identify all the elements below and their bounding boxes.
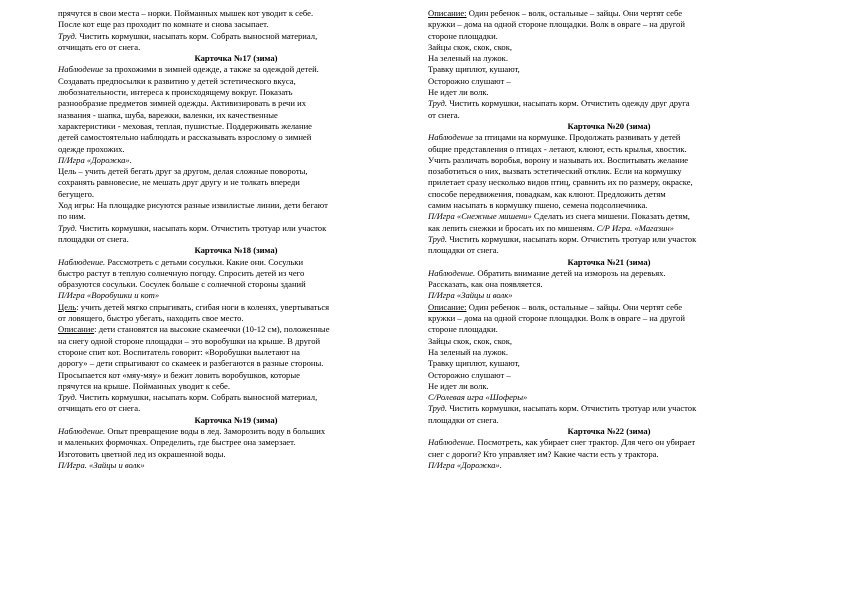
- text-line: Рассказать, как она появляется.: [428, 279, 543, 290]
- trud-label: Труд.: [58, 30, 78, 41]
- text-line: быстро растут в теплую солнечную погоду. Спросить детей из чего: [58, 267, 305, 278]
- observation-label: Наблюдение.: [428, 437, 476, 448]
- poem-line: Осторожно слушают –: [428, 75, 511, 86]
- text: как лепить снежки и бросать их по мишеням.: [428, 222, 595, 233]
- game-title: П/Игра «Воробушки и кот»: [58, 290, 160, 301]
- text: Сделать из снега мишени. Показать детям,: [531, 211, 690, 222]
- text: Чистить кормушки, насыпать корм. Отчистить тротуар или участок: [447, 233, 697, 244]
- text-line: [58, 392, 414, 403]
- text-line: на снегу одной стороне площадки – это воробушки на крыше. В другой: [58, 335, 321, 346]
- text-line: стороне площадки.: [428, 324, 498, 335]
- description-label: Описание:: [428, 8, 467, 18]
- text: Чистить кормушки, насыпать корм. Отчистить тротуар или участок: [447, 403, 697, 414]
- text-line: [58, 31, 414, 42]
- text-line: способе передвижения, повадкам, как клюют. Предложить детям: [428, 188, 666, 199]
- text-line: разнообразие предметов зимней одежды. Активизировать в речи их: [58, 98, 307, 109]
- card-title: Карточка №19 (зима): [194, 414, 278, 425]
- text-line: снег с дороги? Кто управляет им? Какие части есть у трактора.: [428, 448, 659, 459]
- text: Чистить кормушки, насыпать корм. Отчистить одежду друг друга: [447, 98, 690, 109]
- text-line: Просыпается кот «мяу-мяу» и бежит ловить воробушков, которые: [58, 369, 300, 380]
- text: Один ребенок – волк, остальные – зайцы. Они чертят себе: [466, 301, 683, 312]
- text-line: детей самостоятельно наблюдать и рассказывать взрослому о зимней: [58, 132, 312, 143]
- text: Обратить внимание детей на изморозь на деревьях.: [475, 267, 666, 278]
- goal-label: Цель: [58, 301, 77, 312]
- left-column: [58, 8, 414, 471]
- text-line: [58, 223, 414, 234]
- text-line: от ловящего, быстро убегать, находить свое место.: [58, 313, 244, 324]
- text-line: Изготовить цветной лед из окрашенной воды.: [58, 448, 226, 459]
- text-line: [428, 268, 790, 279]
- text-line: прячутся на крыше. Пойманных уводит к себе.: [58, 380, 230, 391]
- text-line: стороне площадки.: [428, 30, 498, 41]
- poem-line: Осторожно слушают –: [428, 369, 511, 380]
- text: за птицами на кормушке. Продолжать развивать у детей: [473, 132, 681, 143]
- text-line: [58, 64, 414, 75]
- text: Чистить кормушки, насыпать корм. Отчистить тротуар или участок: [77, 222, 327, 233]
- card-title: Карточка №22 (зима): [567, 425, 651, 436]
- text-line: названия - шапка, шуба, варежки, валенки, их качественные: [58, 109, 278, 120]
- text: Посмотреть, как убирает снег трактор. Для чего он убирает: [475, 437, 696, 448]
- text: за прохожими в зимней одежде, а также за одеждой детей.: [103, 64, 319, 75]
- text: Один ребенок – волк, остальные – зайцы. Они чертят себе: [466, 8, 683, 18]
- text-line: площадки от снега.: [428, 414, 499, 425]
- text-line: [58, 324, 414, 335]
- game-title: П/Игра. «Зайцы и волк»: [58, 459, 145, 470]
- poem-line: Травку щиплют, кушают,: [428, 64, 520, 75]
- text-line: отчищать его от снега.: [58, 403, 141, 414]
- text-line: Создавать предпосылки к развитию у детей эстетического вкуса,: [58, 75, 296, 86]
- poem-line: Зайцы скок, скок, скок,: [428, 335, 513, 346]
- trud-label: Труд.: [428, 403, 448, 414]
- text-line: по ним.: [58, 211, 86, 222]
- text-line: прилетает сразу несколько видов птиц, сравнить их по размеру, окраске,: [428, 177, 693, 188]
- role-game-title: С/Р Игра. «Магазин»: [596, 222, 674, 233]
- role-game-title: С/Ролевая игра «Шоферы»: [428, 392, 528, 403]
- card-title: Карточка №18 (зима): [194, 245, 278, 256]
- text: Чистить кормушки, насыпать корм. Собрать выносной материал,: [77, 392, 318, 403]
- game-title: П/Игра «Дорожка».: [428, 459, 502, 470]
- text-line: дорогу» – дети спрыгивают со скамеек и разбегаются в разные стороны.: [58, 358, 324, 369]
- text: Чистить кормушки, насыпать корм. Собрать выносной материал,: [77, 30, 318, 41]
- text-line: сохранять равновесие, не мешать друг другу и не толкать впереди: [58, 177, 300, 188]
- text-line: и маленьких формочках. Определить, где быстрее она замерзает.: [58, 437, 296, 448]
- game-title: П/Игра «Зайцы и волк»: [428, 290, 513, 301]
- text-line: любознательности, интереса к происходящему вокруг. Показать: [58, 87, 293, 98]
- observation-label: Наблюдение.: [428, 267, 476, 278]
- text: Рассмотреть с детьми сосульки. Какие они. Сосульки: [105, 256, 304, 267]
- text-line: образуются сосульки. Сосулек больше с солнечной стороны зданий: [58, 279, 306, 290]
- text-line: самим насыпать в кормушку пшено, семена подсолнечника.: [428, 200, 648, 211]
- text-line: кружки – дома на одной стороне площадки. Волк в овраге – на другой: [428, 19, 685, 30]
- text: : учить детей мягко спрыгивать, сгибая ноги в коленях, увертываться: [76, 301, 330, 312]
- poem-line: Не идет ли волк.: [428, 380, 489, 391]
- right-column: [428, 8, 790, 471]
- text-line: [428, 223, 790, 234]
- trud-label: Труд.: [428, 233, 448, 244]
- observation-label: Наблюдение.: [58, 256, 106, 267]
- text-line: Учить различать воробья, ворону и называть их. Воспитывать желание: [428, 154, 689, 165]
- card-title: Карточка №20 (зима): [567, 120, 651, 131]
- text-line: [428, 132, 790, 143]
- card-title: Карточка №21 (зима): [567, 256, 651, 267]
- text-line: прячутся в свои места – норки. Пойманных мышек кот уводит к себе.: [58, 8, 314, 18]
- poem-line: На зеленый на лужок.: [428, 346, 508, 357]
- text-line: [428, 234, 790, 245]
- text-line: Цель – учить детей бегать друг за другом, делая сложные повороты,: [58, 166, 308, 177]
- text-line: Ход игры: На площадке рисуются разные извилистые линии, дети бегают: [58, 200, 328, 211]
- text-line: После кот еще раз проходит по комнате и снова засыпает.: [58, 19, 269, 30]
- text-line: [58, 302, 414, 313]
- text-line: позаботиться о них, вызвать эстетический отклик. Если на кормушку: [428, 166, 682, 177]
- observation-label: Наблюдение.: [58, 425, 106, 436]
- text-line: [428, 211, 790, 222]
- game-title: П/Игра «Снежные мишени»: [428, 211, 532, 222]
- text-line: [428, 437, 790, 448]
- text-line: [428, 98, 790, 109]
- text-line: [58, 257, 414, 268]
- card-title: Карточка №17 (зима): [194, 53, 278, 64]
- text-line: характеристики - меховая, теплая, пушистые. Поддерживать желание: [58, 120, 313, 131]
- text-line: [428, 302, 790, 313]
- text-line: отчищать его от снега.: [58, 41, 141, 52]
- text-line: площадки от снега.: [428, 245, 499, 256]
- text-line: [428, 403, 790, 414]
- text: Опыт превращение воды в лед. Заморозить воду в больших: [105, 425, 326, 436]
- poem-line: На зеленый на лужок.: [428, 53, 508, 64]
- trud-label: Труд.: [58, 392, 78, 403]
- observation-label: Наблюдение: [428, 132, 474, 143]
- text-line: стороне спит кот. Воспитатель говорит: «Воробушки вылетают на: [58, 346, 300, 357]
- text-line: [58, 426, 414, 437]
- text-line: бегущего.: [58, 188, 95, 199]
- text-line: площадки от снега.: [58, 233, 129, 244]
- description-label: Описание: [58, 324, 95, 335]
- text-line: общие представления о птицах - летают, клюют, есть крылья, хвостик.: [428, 143, 687, 154]
- description-label: Описание:: [428, 301, 467, 312]
- text: : дети становятся на высокие скамеечки (10-12 см), положенные: [94, 324, 330, 335]
- observation-label: Наблюдение: [58, 64, 104, 75]
- poem-line: Зайцы скок, скок, скок,: [428, 41, 513, 52]
- text-line: от снега.: [428, 109, 460, 120]
- game-title: П/Игра «Дорожка».: [58, 154, 132, 165]
- text-line: одежде прохожих.: [58, 143, 125, 154]
- poem-line: Не идет ли волк.: [428, 87, 489, 98]
- text-line: [428, 8, 790, 19]
- text-line: кружки – дома на одной стороне площадки. Волк в овраге – на другой: [428, 313, 685, 324]
- trud-label: Труд.: [58, 222, 78, 233]
- poem-line: Травку щиплют, кушают,: [428, 358, 520, 369]
- trud-label: Труд.: [428, 98, 448, 109]
